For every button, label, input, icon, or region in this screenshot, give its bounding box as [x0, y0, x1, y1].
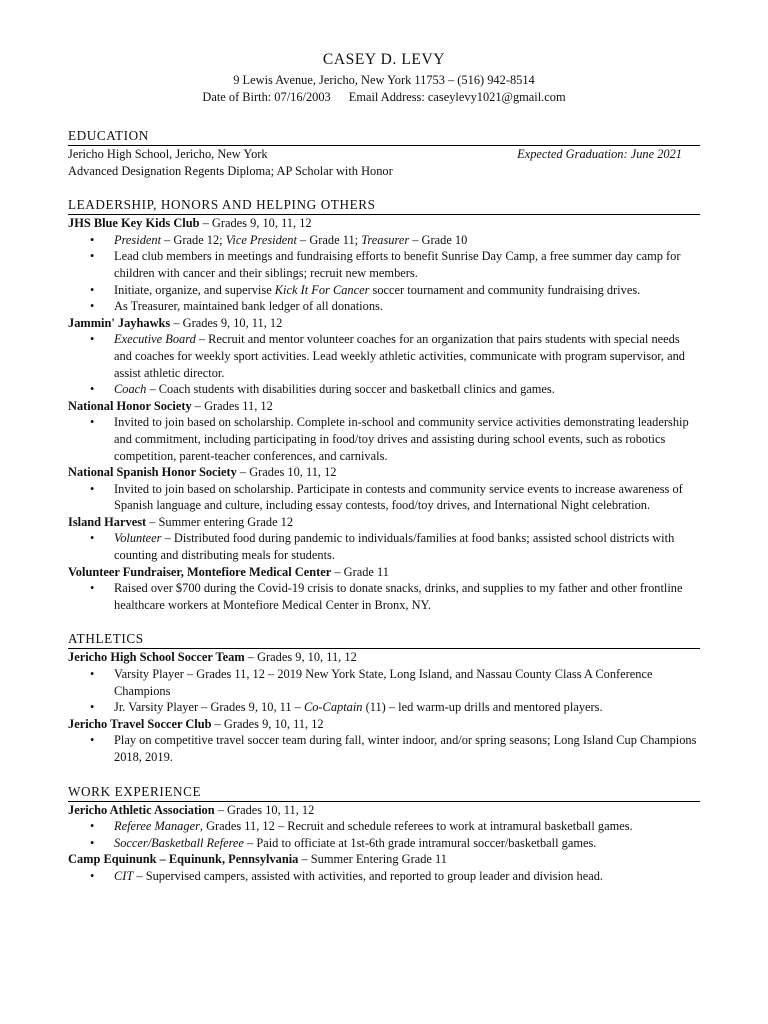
italic-text: Treasurer [361, 232, 410, 247]
italic-text: Executive Board [114, 332, 196, 347]
athletics-section [68, 630, 700, 765]
email-address: Email Address: caseylevy1021@gmail.com [348, 89, 566, 104]
organization-name: Island Harvest [68, 514, 147, 529]
italic-text: President [114, 232, 162, 247]
entry-detail: – Summer entering Grade 12 [146, 514, 294, 529]
bullet-item [68, 732, 700, 765]
bullet-list [68, 868, 700, 885]
organization-name: National Honor Society [68, 398, 192, 413]
bullet-list [68, 481, 700, 514]
entry-detail: – Grades 9, 10, 11, 12 [199, 216, 312, 231]
bullet-text: Play on competitive travel soccer team during fall, winter indoor, and/or spring seasons; Long Island Cup Champions 2018, 2019. [114, 733, 697, 764]
leadership-entries [68, 215, 700, 613]
italic-text: Vice President [225, 232, 297, 247]
resume-page [68, 50, 700, 885]
candidate-name: CASEY D. LEVY [322, 51, 446, 68]
entry-heading [68, 398, 700, 415]
entry-heading [68, 464, 700, 481]
bullet-text: Initiate, organize, and supervise [114, 282, 275, 297]
bullet-list [68, 232, 700, 315]
bullet-item [68, 282, 700, 299]
entry-detail: – Grades 9, 10, 11, 12 [244, 650, 357, 665]
bullet-list [68, 414, 700, 464]
italic-text: CIT [114, 868, 134, 883]
italic-text: Soccer/Basketball Referee [114, 835, 244, 850]
organization-name: Jericho High School Soccer Team [68, 650, 245, 665]
entry-heading [68, 802, 700, 819]
date-of-birth: Date of Birth: 07/16/2003 [202, 89, 331, 104]
bullet-item [68, 580, 700, 613]
organization-name: Jericho Travel Soccer Club [68, 716, 212, 731]
entry-heading [68, 564, 700, 581]
bullet-text: , Grades 11, 12 – Recruit and schedule referees to work at intramural basketball games. [199, 819, 633, 834]
bullet-text: – Recruit and mentor volunteer coaches for an organization that pairs students with special needs and coaches for weekly sport activities. Lead weekly athletic activities, communicate with program supervisor, and assist athletic director. [114, 332, 685, 380]
bullet-text: – Distributed food during pandemic to individuals/families at food banks; assisted school districts with counting and distributing meals for students. [114, 531, 675, 563]
organization-name: Volunteer Fundraiser, Montefiore Medical Center [68, 564, 332, 579]
bullet-item [68, 381, 700, 398]
bullet-text: Varsity Player – Grades 11, 12 – 2019 New York State, Long Island, and Nassau County Class A Conference Champions [114, 667, 653, 698]
bullet-list [68, 580, 700, 613]
entry-detail: – Grades 11, 12 [191, 398, 273, 413]
italic-text: Volunteer [114, 531, 162, 546]
entry-heading [68, 215, 700, 232]
entry-heading [68, 315, 700, 332]
italic-text: Co-Captain [303, 700, 363, 715]
bullet-list [68, 331, 700, 397]
bullet-list [68, 530, 700, 563]
italic-text: Kick It For Cancer [274, 282, 370, 297]
athletics-entries [68, 649, 700, 765]
bullet-item [68, 481, 700, 514]
work-section [68, 783, 700, 885]
bullet-item [68, 298, 700, 315]
bullet-text: Jr. Varsity Player – Grades 9, 10, 11 – [114, 700, 304, 715]
bullet-text: – Paid to officiate at 1st-6th grade intramural soccer/basketball games. [243, 835, 597, 850]
bullet-item [68, 530, 700, 563]
bullet-list [68, 666, 700, 716]
leadership-section [68, 196, 700, 613]
section-title-leadership: LEADERSHIP, HONORS AND HELPING OTHERS [68, 196, 700, 215]
entry-detail: – Grades 9, 10, 11, 12 [211, 716, 324, 731]
entry-detail: – Summer Entering Grade 11 [298, 852, 447, 867]
bullet-item [68, 232, 700, 249]
bullet-item [68, 699, 700, 716]
entry-heading [68, 514, 700, 531]
bullet-item [68, 818, 700, 835]
graduation-date: Expected Graduation: June 2021 [517, 147, 682, 161]
bullet-text: As Treasurer, maintained bank ledger of all donations. [114, 299, 383, 314]
section-title-work: WORK EXPERIENCE [68, 783, 700, 802]
italic-text: Referee Manager [114, 819, 200, 834]
bullet-text: Invited to join based on scholarship. Complete in-school and community service activities demonstrating leadership and commitment, including participating in food/toy drives and assisting during school events, such as robotics competition, parent-teacher conferences, and carnivals. [114, 415, 689, 463]
bullet-text: – Grade 11; [296, 232, 362, 247]
bullet-text: Invited to join based on scholarship. Participate in contests and community service events to increase awareness of Spanish language and culture, including essay contests, food/toy drives, and International Night celebration. [114, 481, 683, 513]
section-title-education: EDUCATION [68, 127, 700, 146]
bullet-text: soccer tournament and community fundraising drives. [369, 282, 641, 297]
bullet-list [68, 732, 700, 765]
entry-heading [68, 649, 700, 666]
school-name: Jericho High School, Jericho, New York [68, 147, 268, 161]
bullet-text: Raised over $700 during the Covid-19 crisis to donate snacks, drinks, and supplies to my father and other frontline healthcare workers at Montefiore Medical Center in Bronx, NY. [114, 581, 683, 612]
entry-detail: – Grades 9, 10, 11, 12 [170, 315, 283, 330]
organization-name: JHS Blue Key Kids Club [68, 216, 200, 231]
address-line: 9 Lewis Avenue, Jericho, New York 11753 – (516) 942-8514 [233, 73, 535, 87]
education-section [68, 127, 700, 179]
section-title-athletics: ATHLETICS [68, 630, 700, 649]
entry-detail: – Grades 10, 11, 12 [236, 465, 337, 480]
bullet-text: Lead club members in meetings and fundraising efforts to benefit Sunrise Day Camp, a free summer day camp for children with cancer and their siblings; recruit new members. [114, 249, 681, 280]
organization-name: Jammin' Jayhawks [68, 315, 171, 330]
bullet-text: – Supervised campers, assisted with activities, and reported to group leader and division head. [133, 868, 603, 883]
education-school-row [68, 146, 700, 163]
personal-info-line [68, 89, 700, 106]
bullet-text: – Grade 12; [161, 232, 226, 247]
bullet-item [68, 331, 700, 381]
organization-name: National Spanish Honor Society [68, 465, 237, 480]
bullet-item [68, 414, 700, 464]
bullet-item [68, 666, 700, 699]
bullet-text: – Grade 10 [409, 232, 468, 247]
diploma: Advanced Designation Regents Diploma; AP Scholar with Honor [68, 163, 393, 178]
bullet-item [68, 248, 700, 281]
bullet-text: (11) – led warm-up drills and mentored players. [362, 700, 603, 715]
bullet-list [68, 818, 700, 851]
entry-heading [68, 716, 700, 733]
italic-text: Coach [114, 382, 147, 397]
organization-name: Jericho Athletic Association [68, 802, 215, 817]
bullet-item [68, 835, 700, 852]
entry-heading [68, 851, 700, 868]
entry-detail: – Grades 10, 11, 12 [214, 802, 315, 817]
bullet-text: – Coach students with disabilities during soccer and basketball clinics and games. [146, 382, 555, 397]
bullet-item [68, 868, 700, 885]
work-entries [68, 802, 700, 885]
entry-detail: – Grade 11 [331, 564, 389, 579]
organization-name: Camp Equinunk – Equinunk, Pennsylvania [68, 852, 299, 867]
